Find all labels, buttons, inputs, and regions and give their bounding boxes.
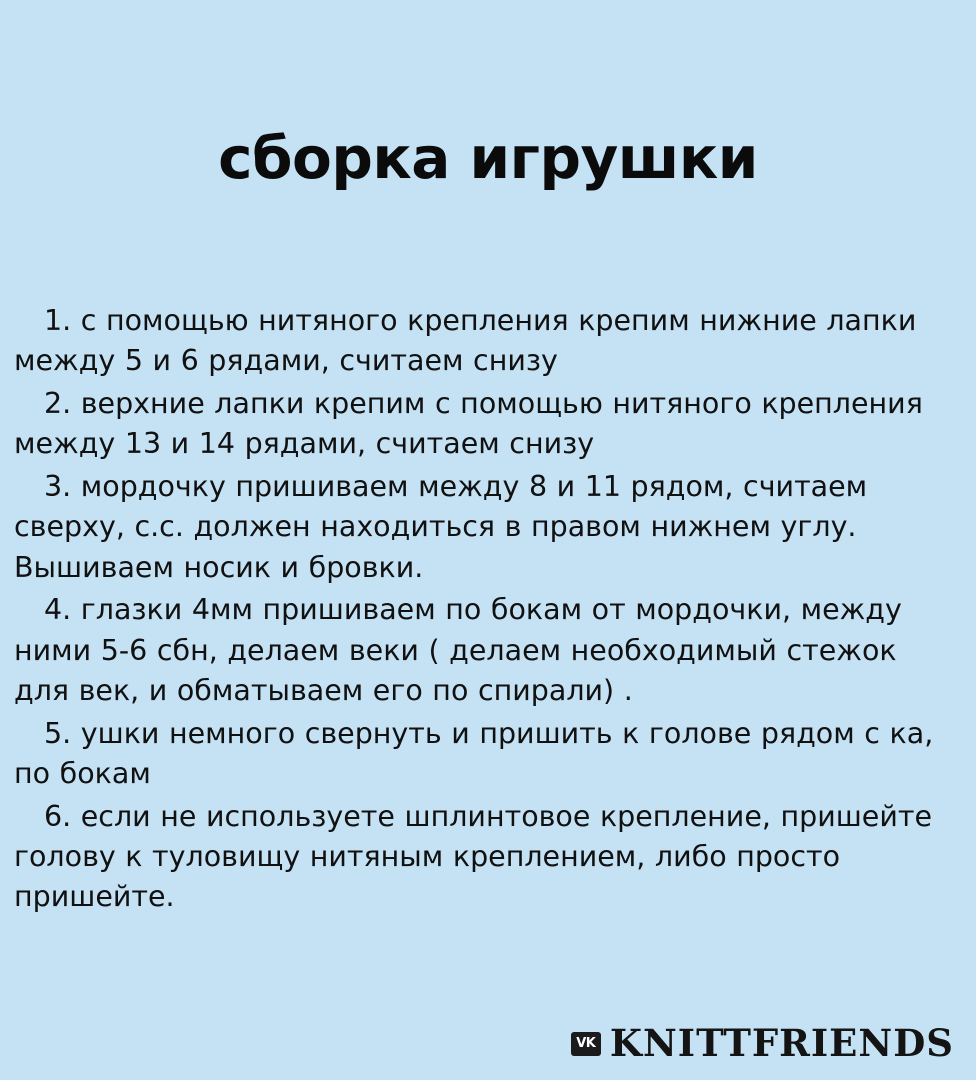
list-item: 1. с помощью нитяного крепления крепим нижние лапки между 5 и 6 рядами, считаем снизу <box>14 303 917 378</box>
instructions-list <box>0 301 976 918</box>
list-item: 4. глазки 4мм пришиваем по бокам от мордочки, между ними 5-6 сбн, делаем веки ( делаем необходимый стежок для век, и обматываем его по спирали) . <box>14 593 902 708</box>
list-item: 3. мордочку пришиваем между 8 и 11 рядом, считаем сверху, с.с. должен находиться в правом нижнем углу. Вышиваем носик и бровки. <box>14 469 868 584</box>
footer-watermark <box>571 1021 954 1065</box>
page-title: сборка игрушки <box>218 124 758 192</box>
list-item: 6. если не используете шплинтовое крепление, пришейте голову к туловищу нитяным креплением, либо просто пришейте. <box>14 799 933 914</box>
brand-name: KNITTFRIENDS <box>609 1021 954 1065</box>
list-item: 5. ушки немного свернуть и пришить к голове рядом с ка, по бокам <box>14 716 934 791</box>
list-item: 2. верхние лапки крепим с помощью нитяного крепления между 13 и 14 рядами, считаем снизу <box>14 386 923 461</box>
vk-icon: VK <box>571 1032 601 1056</box>
